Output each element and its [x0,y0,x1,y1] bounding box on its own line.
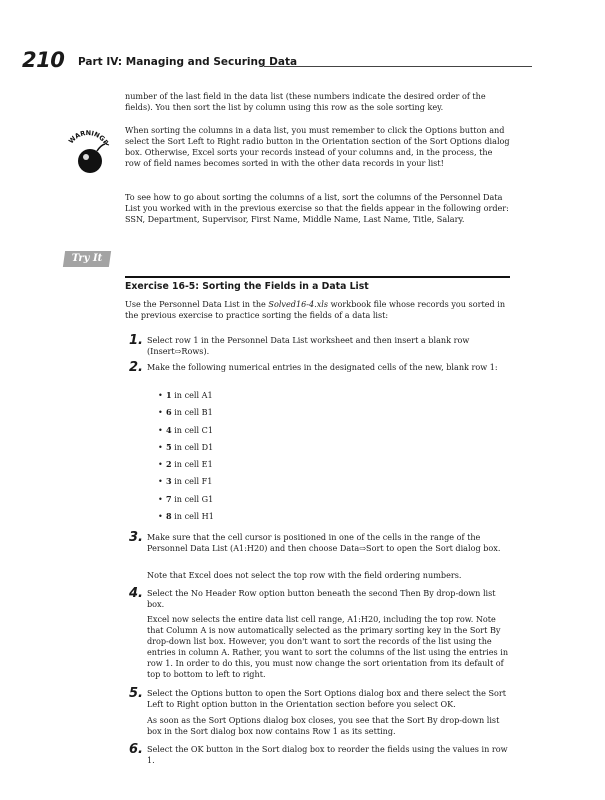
try-it-label: Try It [71,253,103,264]
exercise-title: Exercise 16-5: Sorting the Fields in a Data List [125,281,369,292]
step-5-number: 5. [129,686,143,701]
list-item: • 3 in cell F1 [158,476,213,487]
step-5-text: Select the Options button to open the Sort Options dialog box and there select the Sort Left to Right option button in the Orientation section before you select OK. [147,688,506,709]
intro-paragraph: To see how to go about sorting the columns of a list, sort the columns of the Personnel Data List you worked with in the previous exercise so that the fields appear in the following order: SSN, Department, Supervisor, First Name, Middle Name, Last Name, Title, Salary. [125,192,509,224]
svg-text:WARNING! [67,129,109,145]
exercise-intro: Use the Personnel Data List in the Solved16-4.xls workbook file whose records you sorted in the previous exercise to practice sorting the fields of a data list: [125,299,506,320]
cell-entries-list [158,390,214,528]
page-number: 210 [22,48,65,72]
warning-icon-label: WARNING! [67,128,110,146]
list-item: • 8 in cell H1 [158,511,214,522]
step-1-number: 1. [129,333,143,348]
warning-paragraph: When sorting the columns in a data list, you must remember to click the Options button and select the Sort Left to Right radio button in the Orientation section of the Sort Options dialog box. Otherwise, Excel sorts your records instead of your columns and, in the process, the row of field names becomes sorted in with the other data records in your list! [125,125,510,168]
step-4-number: 4. [129,586,143,601]
list-item: • 4 in cell C1 [158,424,214,435]
list-item: • 1 in cell A1 [158,390,213,400]
step-3-number: 3. [129,530,143,545]
part-title: Part IV: Managing and Securing Data [78,56,298,68]
intro-continued-paragraph: number of the last field in the data list (these numbers indicate the desired order of the fields). You then sort the list by column using this row as the sole sorting key. [125,91,486,112]
step-1-text: Select row 1 in the Personnel Data List worksheet and then insert a blank row (Insert⇨Rows). [147,335,470,356]
try-it-badge [63,251,111,267]
step-4-text: Select the No Header Row option button beneath the second Then By drop-down list box. [147,588,496,609]
list-item: • 5 in cell D1 [158,441,214,452]
step-6-number: 6. [129,742,143,757]
step-6-text: Select the OK button in the Sort dialog box to reorder the fields using the values in row 1. [147,744,508,765]
list-item: • 7 in cell G1 [158,493,214,504]
list-item: • 2 in cell E1 [158,459,213,470]
step-2-number: 2. [129,360,143,375]
exercise-file-name: Solved16-4.xls [268,299,329,309]
step-3-note: Note that Excel does not select the top row with the field ordering numbers. [147,570,462,580]
warning-icon [61,128,115,182]
step-5-note: As soon as the Sort Options dialog box closes, you see that the Sort By drop-down list box in the Sort dialog box now contains Row 1 as its setting. [147,715,500,736]
header-rule [264,66,532,67]
list-item: • 6 in cell B1 [158,407,213,418]
exercise-rule [125,276,510,278]
step-3-text: Make sure that the cell cursor is positioned in one of the cells in the range of the Personnel Data List (A1:H20) and then choose Data⇨Sort to open the Sort dialog box. [147,532,501,553]
step-2-text: Make the following numerical entries in the designated cells of the new, blank row 1: [147,362,498,372]
step-4-note: Excel now selects the entire data list cell range, A1:H20, including the top row. Note that Column A is now automatically selected as the primary sorting key in the Sort By drop-down list box. However, you don't want to sort the records of the list using the entries in column A. Rather, you want to sort the columns of the list using the entries in row 1. In order to do this, you must now change the sort orientation from its default of top to bottom to left to right. [147,614,509,679]
